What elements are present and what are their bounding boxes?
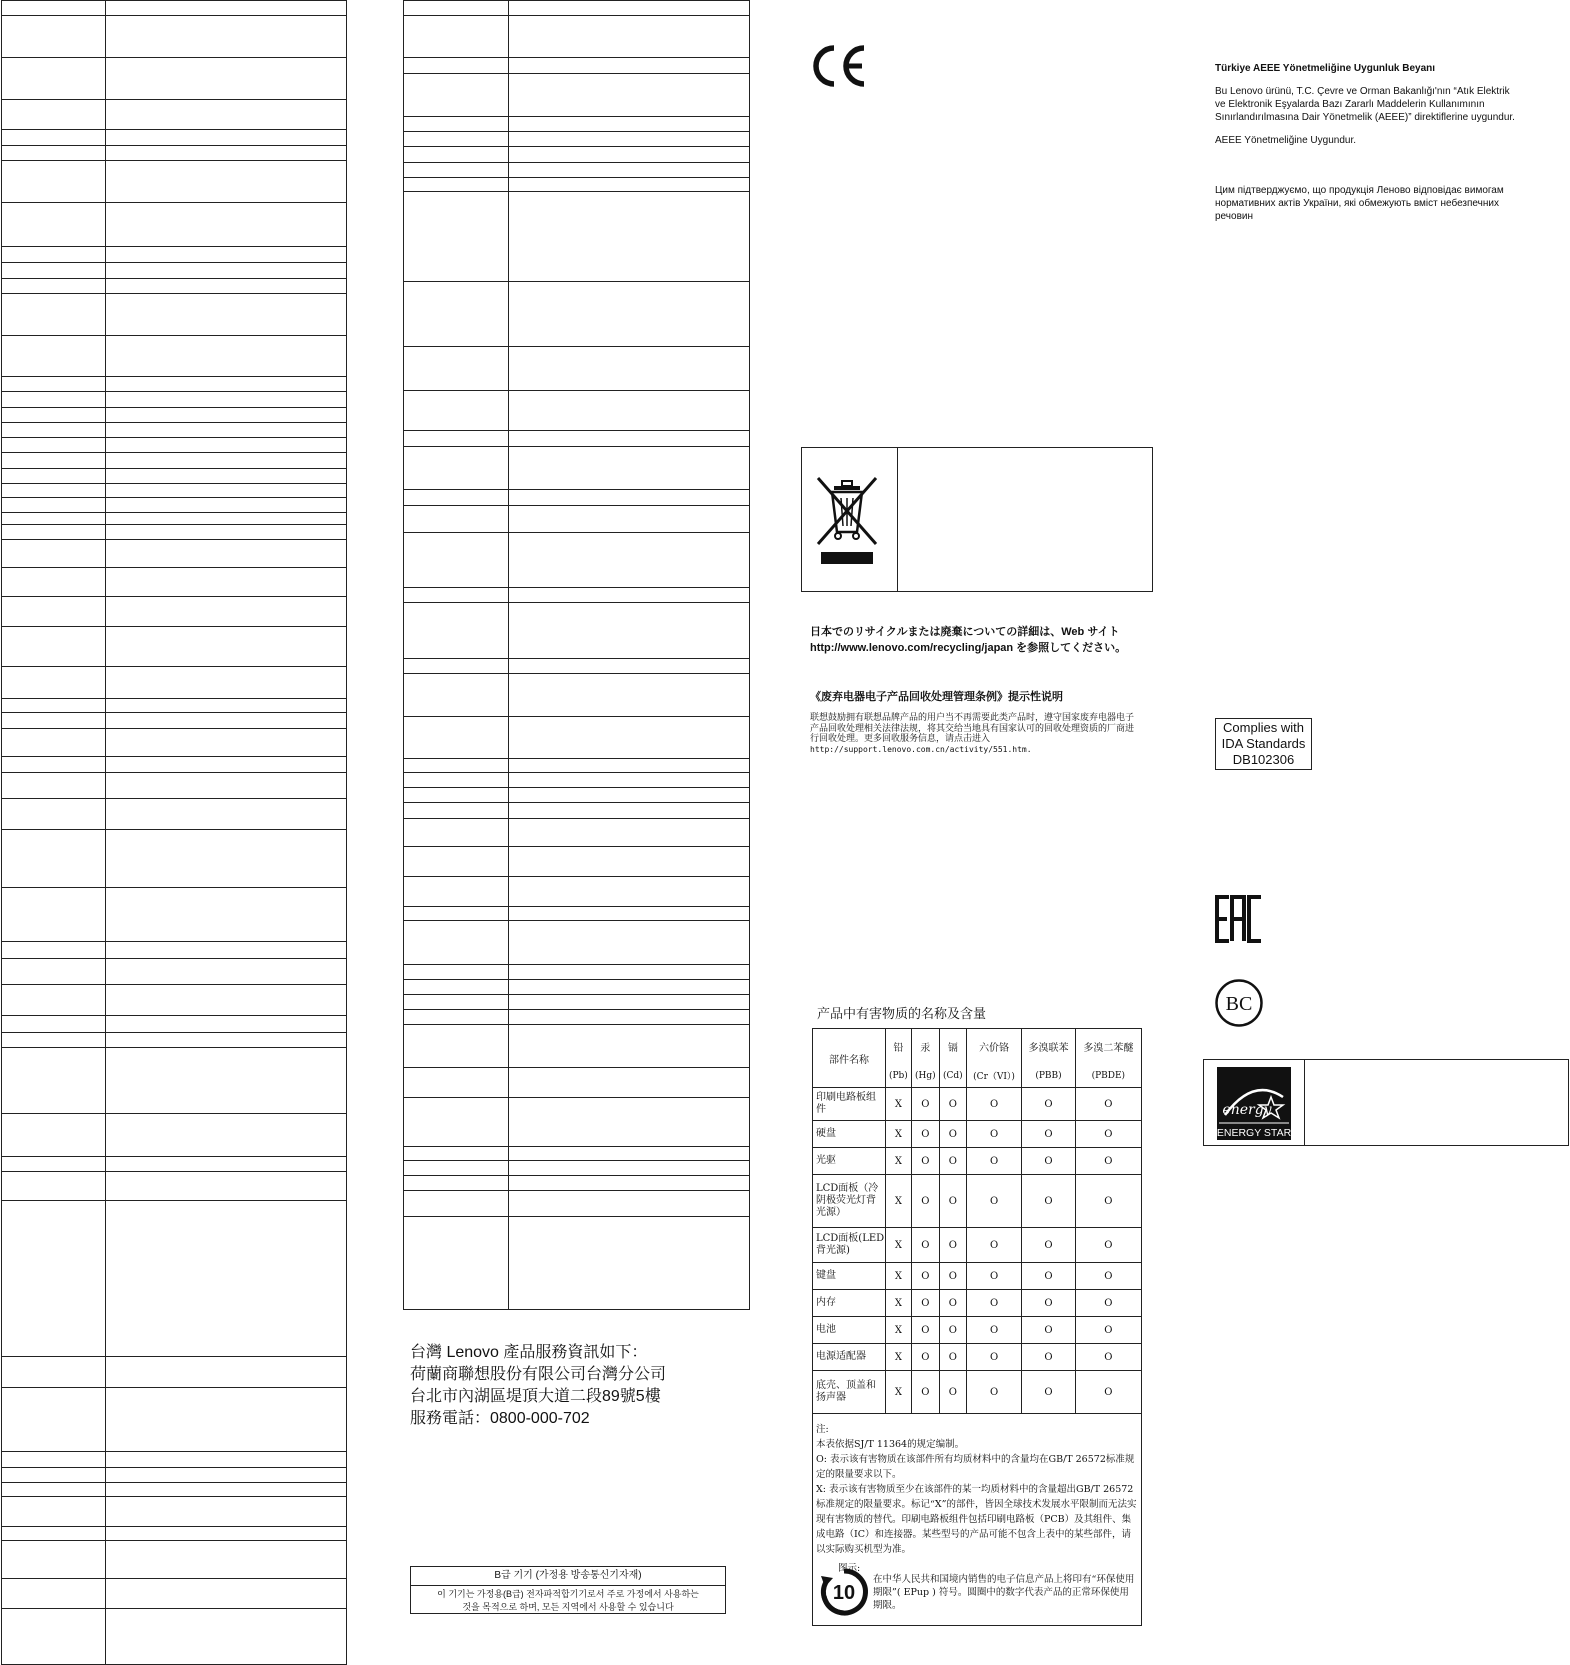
turkey-line-4: AEEE Yönetmeliğine Uygundur. — [1215, 135, 1357, 146]
substance-value: O — [966, 1344, 1022, 1371]
turkey-aeee-declaration — [1215, 62, 1515, 147]
ida-compliance-label — [1215, 718, 1312, 770]
part-name: 电源适配器 — [813, 1344, 886, 1371]
substance-value: O — [1075, 1371, 1141, 1414]
table-row — [813, 1317, 1142, 1344]
substance-value: O — [1022, 1228, 1075, 1263]
substance-symbol: (PBDE) — [1075, 1064, 1141, 1087]
figure-label: 图示: — [838, 1563, 861, 1574]
epup-description: 在中华人民共和国境内销售的电子信息产品上将印有“环保使用期限”( EPup ) 符号。圆圈中的数字代表产品的正常环保使用期限。 — [873, 1574, 1135, 1611]
table-row — [813, 1175, 1142, 1228]
substance-value: X — [886, 1344, 912, 1371]
ukraine-line-2: нормативних актів України, які обмежують вміст небезпечних — [1215, 198, 1499, 209]
substance-value: O — [1022, 1088, 1075, 1121]
part-name: LCD面板（冷阴极荧光灯背光源） — [813, 1175, 886, 1228]
svg-text:energy: energy — [1222, 1102, 1272, 1118]
substance-value: X — [886, 1121, 912, 1148]
substance-value: O — [1075, 1175, 1141, 1228]
substance-value: X — [886, 1371, 912, 1414]
substance-value: X — [886, 1317, 912, 1344]
substance-value: O — [939, 1121, 966, 1148]
bc-mark-logo — [1214, 978, 1264, 1028]
substance-value: O — [1022, 1290, 1075, 1317]
ukraine-line-1: Цим підтверджуємо, що продукція Леново відповідає вимогам — [1215, 185, 1504, 196]
substance-header: 多溴二苯醚 — [1075, 1029, 1141, 1065]
substance-value: O — [939, 1317, 966, 1344]
taiwan-line-1: 台灣 Lenovo 產品服務資訊如下： — [410, 1344, 648, 1361]
substance-symbol: (Cd) — [939, 1064, 966, 1087]
substance-value: X — [886, 1228, 912, 1263]
substance-value: X — [886, 1088, 912, 1121]
substance-value: O — [1075, 1263, 1141, 1290]
taiwan-line-2: 荷蘭商聯想股份有限公司台灣分公司 — [410, 1366, 667, 1383]
substance-value: O — [1075, 1317, 1141, 1344]
substance-value: O — [1075, 1148, 1141, 1175]
korea-class-b-notice — [410, 1566, 726, 1614]
substance-value: O — [1022, 1148, 1075, 1175]
table-row — [813, 1263, 1142, 1290]
substance-header: 铅 — [886, 1029, 912, 1065]
weee-notice-box — [801, 447, 1153, 592]
part-name: 键盘 — [813, 1263, 886, 1290]
substance-value: O — [1022, 1344, 1075, 1371]
substance-value: O — [966, 1263, 1022, 1290]
korea-notice-title: B급 기기 (가정용 방송통신기자재) — [411, 1567, 725, 1586]
substance-value: O — [939, 1263, 966, 1290]
substance-value: O — [911, 1088, 939, 1121]
substance-value: O — [911, 1228, 939, 1263]
taiwan-line-3: 台北市內湖區堤頂大道二段89號5樓 — [410, 1388, 661, 1405]
substance-value: O — [966, 1317, 1022, 1344]
substance-value: O — [911, 1263, 939, 1290]
substance-value: O — [911, 1290, 939, 1317]
ce-mark-logo — [810, 42, 870, 90]
substance-symbol: (PBB) — [1022, 1064, 1075, 1087]
turkey-line-2: ve Elektronik Eşyalarda Bazı Zararlı Maddelerin Kullanımının — [1215, 99, 1485, 110]
substance-value: O — [1022, 1317, 1075, 1344]
ida-line-3: DB102306 — [1232, 752, 1295, 767]
substance-header: 六价铬 — [966, 1029, 1022, 1065]
substance-value: O — [1022, 1371, 1075, 1414]
part-name: 光驱 — [813, 1148, 886, 1175]
substance-value: O — [939, 1344, 966, 1371]
substance-value: O — [911, 1175, 939, 1228]
korea-notice-line-2: 것을 목적으로 하며, 모든 지역에서 사용할 수 있습니다 — [462, 1602, 674, 1612]
substance-value: O — [911, 1371, 939, 1414]
substance-value: O — [1022, 1263, 1075, 1290]
substance-value: O — [1075, 1344, 1141, 1371]
substance-header: 多溴联苯 — [1022, 1029, 1075, 1065]
substance-value: O — [911, 1317, 939, 1344]
part-name: 硬盘 — [813, 1121, 886, 1148]
ida-line-1: Complies with — [1223, 720, 1304, 735]
ida-line-2: IDA Standards — [1221, 736, 1306, 751]
substance-value: O — [1075, 1088, 1141, 1121]
substance-value: O — [939, 1371, 966, 1414]
substance-symbol: (Hg) — [911, 1064, 939, 1087]
bc-text: BC — [1225, 993, 1253, 1015]
table-row — [813, 1290, 1142, 1317]
japan-line-2: http://www.lenovo.com/recycling/japan を参照してください。 — [810, 642, 1127, 654]
substance-value: O — [939, 1088, 966, 1121]
notes-label: 注: — [816, 1424, 829, 1435]
table-row — [813, 1148, 1142, 1175]
substance-value: O — [966, 1228, 1022, 1263]
taiwan-service-info — [410, 1342, 666, 1430]
substance-value: O — [911, 1121, 939, 1148]
china-weee-url: http://support.lenovo.com.cn/activity/551.htm. — [810, 744, 1032, 754]
part-name: 印刷电路板组件 — [813, 1088, 886, 1121]
substance-value: O — [966, 1088, 1022, 1121]
eac-mark-logo — [1215, 895, 1263, 943]
substance-value: O — [939, 1175, 966, 1228]
china-weee-title: 《废弃电器电子产品回收处理管理条例》提示性说明 — [810, 691, 1063, 703]
turkey-title: Türkiye AEEE Yönetmeliğine Uygunluk Beyanı — [1215, 63, 1436, 74]
substance-value: X — [886, 1175, 912, 1228]
substance-value: X — [886, 1263, 912, 1290]
part-name: 内存 — [813, 1290, 886, 1317]
substance-value: O — [966, 1175, 1022, 1228]
ukraine-declaration — [1215, 184, 1504, 223]
turkey-line-3: Sınırlandırılmasına Dair Yönetmelik (AEEE)” direktiflerine uygundur. — [1215, 112, 1515, 123]
part-name: 电池 — [813, 1317, 886, 1344]
substance-value: O — [939, 1148, 966, 1175]
note-1: 本表依据SJ/T 11364的规定编制。 — [816, 1439, 965, 1450]
substance-value: O — [1075, 1121, 1141, 1148]
substance-value: O — [966, 1148, 1022, 1175]
substance-value: O — [1022, 1121, 1075, 1148]
empty-table-middle — [403, 0, 750, 1310]
china-weee-text: 联想鼓励拥有联想品牌产品的用户当不再需要此类产品时，遵守国家废弃电器电子产品回收处理相关法律法规，将其交给当地具有国家认可的回收处理资质的厂商进行回收处理。更多回收服务信息，请点击进入 — [810, 712, 1135, 743]
substance-value: O — [1075, 1228, 1141, 1263]
table-row — [813, 1088, 1142, 1121]
substance-header: 镉 — [939, 1029, 966, 1065]
empty-table-left — [1, 0, 347, 1665]
hazardous-substances-table — [812, 1028, 1142, 1414]
substance-header: 汞 — [911, 1029, 939, 1065]
table-row — [813, 1344, 1142, 1371]
energy-star-logo — [1217, 1067, 1291, 1140]
substance-value: O — [966, 1121, 1022, 1148]
substance-value: X — [886, 1290, 912, 1317]
substance-value: X — [886, 1148, 912, 1175]
substance-symbol: (Pb) — [886, 1064, 912, 1087]
korea-notice-line-1: 이 기기는 가정용(B급) 전자파적합기기로서 주로 가정에서 사용하는 — [437, 1589, 699, 1599]
hazardous-table-title: 产品中有害物质的名称及含量 — [817, 1007, 987, 1022]
part-name-header: 部件名称 — [813, 1029, 886, 1088]
japan-line-1: 日本でのリサイクルまたは廃棄についての詳細は、Web サイト — [810, 626, 1120, 638]
table-row — [813, 1228, 1142, 1263]
taiwan-line-4: 服務電話：0800-000-702 — [410, 1410, 590, 1427]
part-name: 底壳、顶盖和扬声器 — [813, 1371, 886, 1414]
note-3: X: 表示该有害物质至少在该部件的某一均质材料中的含量超出GB/T 26572标准规定的限量要求。标记“X”的部件，皆因全球技术发展水平限制而无法实现有害物质的替代。印刷电路板组件包括印刷电路板（PCB）及其组件、集成电路（IC）和连接器。某些型号的产品可能不包含上表中的某些部件，请以实际购买机型为准。 — [816, 1484, 1137, 1555]
substance-value: O — [966, 1290, 1022, 1317]
substance-value: O — [1075, 1290, 1141, 1317]
substance-value: O — [966, 1371, 1022, 1414]
crossed-out-bin-icon — [814, 474, 880, 570]
japan-recycling-notice — [810, 624, 1126, 656]
epup-number: 10 — [832, 1582, 856, 1604]
china-weee-body — [810, 712, 1140, 755]
epup-10-icon — [818, 1566, 870, 1618]
substance-value: O — [911, 1344, 939, 1371]
substance-value: O — [911, 1148, 939, 1175]
ukraine-line-3: речовин — [1215, 211, 1253, 222]
part-name: LCD面板(LED背光源) — [813, 1228, 886, 1263]
energy-star-text: ENERGY STAR — [1217, 1127, 1291, 1139]
substance-value: O — [939, 1228, 966, 1263]
substance-value: O — [1022, 1175, 1075, 1228]
table-row — [813, 1121, 1142, 1148]
turkey-line-1: Bu Lenovo ürünü, T.C. Çevre ve Orman Bakanlığı'nın “Atık Elektrik — [1215, 86, 1510, 97]
substance-value: O — [939, 1290, 966, 1317]
note-2: O: 表示该有害物质在该部件所有均质材料中的含量均在GB/T 26572标准规定的限量要求以下。 — [816, 1454, 1135, 1480]
substance-symbol: (Cr（VI）) — [966, 1064, 1022, 1087]
energy-star-box — [1203, 1059, 1569, 1146]
